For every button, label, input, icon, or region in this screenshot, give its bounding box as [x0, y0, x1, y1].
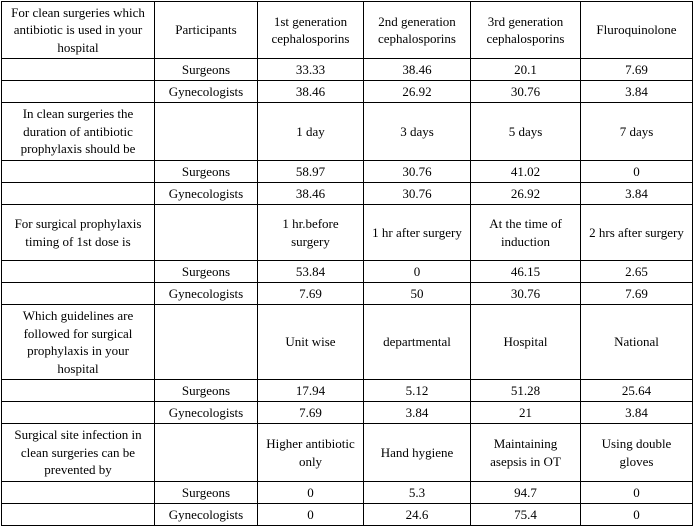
group-cell: Gynecologists: [155, 402, 258, 424]
value-cell: 38.46: [364, 59, 471, 81]
option-cell: Hand hygiene: [364, 424, 471, 482]
value-cell: 0: [258, 482, 364, 504]
value-cell: 3.84: [364, 402, 471, 424]
option-cell: 7 days: [581, 103, 693, 161]
value-cell: 0: [364, 261, 471, 283]
group-cell: Gynecologists: [155, 504, 258, 526]
group-cell: Gynecologists: [155, 183, 258, 205]
value-cell: 38.46: [258, 81, 364, 103]
empty-cell: [2, 261, 155, 283]
option-cell: Hospital: [471, 305, 581, 380]
option-cell: Maintaining asepsis in OT: [471, 424, 581, 482]
data-row: [2, 283, 693, 305]
value-cell: 7.69: [581, 283, 693, 305]
value-cell: 75.4: [471, 504, 581, 526]
participants-header: Participants: [155, 2, 258, 59]
data-row: [2, 380, 693, 402]
question-cell: Surgical site infection in clean surgeries can be prevented by: [2, 424, 155, 482]
option-cell: Using double gloves: [581, 424, 693, 482]
empty-cell: [2, 59, 155, 81]
option-cell: Unit wise: [258, 305, 364, 380]
option-cell: 3rd generation cephalosporins: [471, 2, 581, 59]
empty-cell: [2, 81, 155, 103]
question-cell: For clean surgeries which antibiotic is used in your hospital: [2, 2, 155, 59]
option-cell: departmental: [364, 305, 471, 380]
value-cell: 30.76: [364, 161, 471, 183]
value-cell: 38.46: [258, 183, 364, 205]
question-row: [2, 424, 693, 482]
empty-cell: [2, 183, 155, 205]
data-row: [2, 183, 693, 205]
value-cell: 50: [364, 283, 471, 305]
option-cell: 2nd generation cephalosporins: [364, 2, 471, 59]
data-row: [2, 402, 693, 424]
option-cell: Higher antibiotic only: [258, 424, 364, 482]
option-cell: 3 days: [364, 103, 471, 161]
participants-header: [155, 103, 258, 161]
value-cell: 2.65: [581, 261, 693, 283]
option-cell: National: [581, 305, 693, 380]
data-row: [2, 504, 693, 526]
value-cell: 3.84: [581, 402, 693, 424]
data-row: [2, 482, 693, 504]
value-cell: 0: [581, 482, 693, 504]
empty-cell: [2, 504, 155, 526]
value-cell: 5.12: [364, 380, 471, 402]
value-cell: 0: [581, 161, 693, 183]
group-cell: Surgeons: [155, 482, 258, 504]
survey-table: [1, 1, 693, 526]
value-cell: 20.1: [471, 59, 581, 81]
question-row: [2, 2, 693, 59]
option-cell: 1 day: [258, 103, 364, 161]
value-cell: 7.69: [581, 59, 693, 81]
participants-header: [155, 305, 258, 380]
value-cell: 7.69: [258, 402, 364, 424]
value-cell: 24.6: [364, 504, 471, 526]
empty-cell: [2, 482, 155, 504]
data-row: [2, 161, 693, 183]
value-cell: 94.7: [471, 482, 581, 504]
value-cell: 21: [471, 402, 581, 424]
group-cell: Surgeons: [155, 161, 258, 183]
participants-header: [155, 424, 258, 482]
group-cell: Gynecologists: [155, 283, 258, 305]
group-cell: Surgeons: [155, 261, 258, 283]
group-cell: Surgeons: [155, 59, 258, 81]
option-cell: 1 hr after surgery: [364, 205, 471, 261]
value-cell: 3.84: [581, 81, 693, 103]
question-cell: Which guidelines are followed for surgical prophylaxis in your hospital: [2, 305, 155, 380]
option-cell: At the time of induction: [471, 205, 581, 261]
value-cell: 0: [581, 504, 693, 526]
value-cell: 30.76: [364, 183, 471, 205]
value-cell: 46.15: [471, 261, 581, 283]
value-cell: 7.69: [258, 283, 364, 305]
option-cell: 1 hr.before surgery: [258, 205, 364, 261]
data-row: [2, 59, 693, 81]
value-cell: 53.84: [258, 261, 364, 283]
value-cell: 51.28: [471, 380, 581, 402]
empty-cell: [2, 283, 155, 305]
participants-header: [155, 205, 258, 261]
group-cell: Surgeons: [155, 380, 258, 402]
value-cell: 0: [258, 504, 364, 526]
value-cell: 30.76: [471, 81, 581, 103]
value-cell: 33.33: [258, 59, 364, 81]
empty-cell: [2, 380, 155, 402]
value-cell: 58.97: [258, 161, 364, 183]
value-cell: 30.76: [471, 283, 581, 305]
value-cell: 25.64: [581, 380, 693, 402]
question-cell: For surgical prophylaxis timing of 1st dose is: [2, 205, 155, 261]
value-cell: 26.92: [364, 81, 471, 103]
empty-cell: [2, 161, 155, 183]
value-cell: 3.84: [581, 183, 693, 205]
data-row: [2, 261, 693, 283]
question-cell: In clean surgeries the duration of antibiotic prophylaxis should be: [2, 103, 155, 161]
option-cell: 2 hrs after surgery: [581, 205, 693, 261]
group-cell: Gynecologists: [155, 81, 258, 103]
option-cell: Fluroquinolone: [581, 2, 693, 59]
option-cell: 5 days: [471, 103, 581, 161]
question-row: [2, 103, 693, 161]
value-cell: 17.94: [258, 380, 364, 402]
question-row: [2, 305, 693, 380]
data-row: [2, 81, 693, 103]
question-row: [2, 205, 693, 261]
value-cell: 26.92: [471, 183, 581, 205]
empty-cell: [2, 402, 155, 424]
value-cell: 41.02: [471, 161, 581, 183]
value-cell: 5.3: [364, 482, 471, 504]
option-cell: 1st generation cephalosporins: [258, 2, 364, 59]
